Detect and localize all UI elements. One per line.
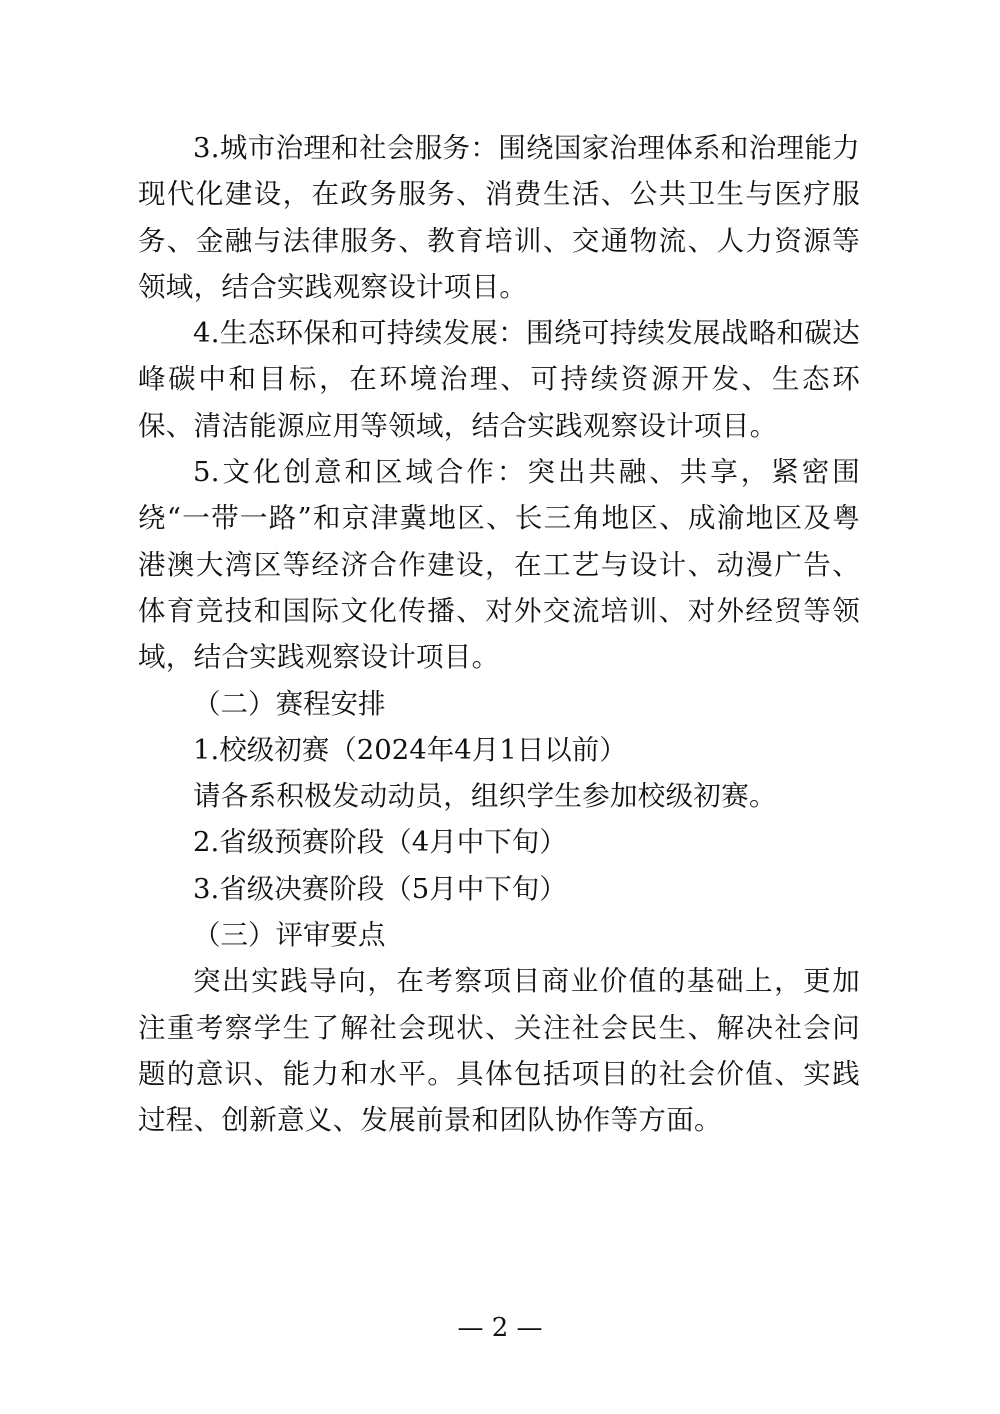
schedule-stage-1-note: 请各系积极发动动员，组织学生参加校级初赛。 [193,780,777,813]
item-culture-cooperation-lead: 5.文化创意和区域合作： [193,456,528,489]
section-title-schedule: （二）赛程安排 [193,687,386,720]
review-body: 突出实践导向，在考察项目商业价值的基础上，更加注重考察学生了解社会现状、关注社会民生、解决社会问题的意识、能力和水平。具体包括项目的社会价值、实践过程、创新意义、发展前景和团队协作等方面。 [138,965,860,1137]
schedule-stage-2: 2.省级预赛阶段（4月中下旬） [193,826,567,859]
item-culture-cooperation-body: 突出共融、共享，紧密围绕“一带一路”和京津冀地区、长三角地区、成渝地区及粤港澳大湾区等经济合作建设，在工艺与设计、动漫广告、体育竞技和国际文化传播、对外交流培训、对外经贸等领域，结合实践观察设计项目。 [138,456,860,674]
document-body [138,125,860,1144]
item-eco-sustainability-lead: 4.生态环保和可持续发展： [193,317,527,350]
schedule-stage-3: 3.省级决赛阶段（5月中下旬） [193,872,567,905]
item-urban-governance [138,125,860,310]
item-urban-governance-lead: 3.城市治理和社会服务： [193,132,499,164]
item-culture-cooperation [138,449,860,680]
page-number: — 2 — [457,1313,543,1343]
item-eco-sustainability [138,310,860,449]
item-urban-governance-body: 围绕国家治理体系和治理能力现代化建设，在政务服务、消费生活、公共卫生与医疗服务、金融与法律服务、教育培训、交通物流、人力资源等领域，结合实践观察设计项目。 [138,132,860,303]
section-title-review: （三）评审要点 [193,919,386,952]
item-eco-sustainability-body: 围绕可持续发展战略和碳达峰碳中和目标，在环境治理、可持续资源开发、生态环保、清洁能源应用等领域，结合实践观察设计项目。 [138,317,860,442]
schedule-stage-1: 1.校级初赛（2024年4月1日以前） [193,733,627,766]
